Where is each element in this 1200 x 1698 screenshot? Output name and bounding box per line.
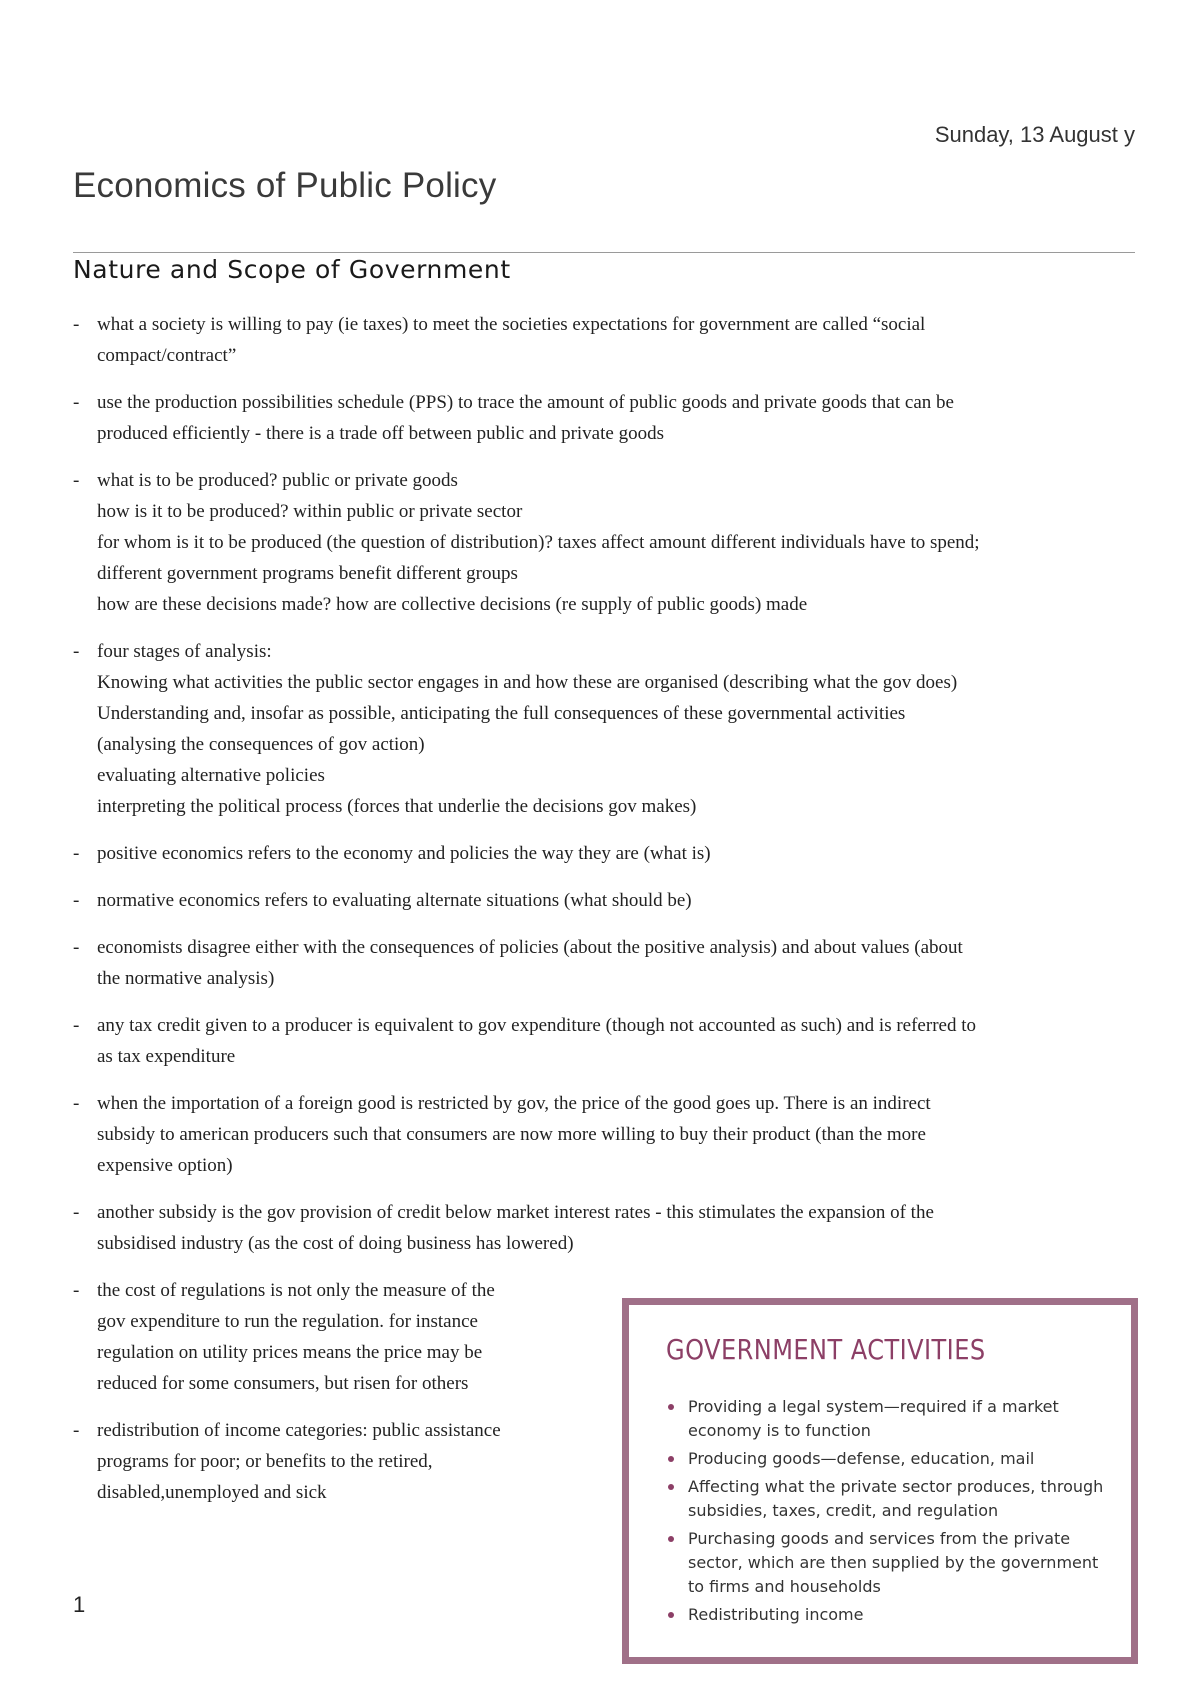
list-item — [73, 1275, 617, 1399]
bullet-dot-icon — [668, 1404, 674, 1410]
list-item — [73, 1010, 1145, 1072]
bullet-dot-icon — [668, 1484, 674, 1490]
list-item-line: another subsidy is the gov provision of credit below market interest rates - this stimulates the expansion of the — [97, 1202, 934, 1223]
list-item-line: what is to be produced? public or private goods — [97, 470, 458, 491]
list-item — [73, 309, 1145, 371]
list-item — [73, 465, 1145, 620]
bullet-dot-icon — [668, 1612, 674, 1618]
list-item — [73, 636, 1145, 822]
list-item-line: Knowing what activities the public sector engages in and how these are organised (describing what the gov does) — [97, 672, 958, 693]
list-item-line: redistribution of income categories: public assistance — [97, 1420, 501, 1441]
list-item-line: the normative analysis) — [97, 968, 275, 989]
figure-list-item — [666, 1447, 1106, 1471]
note-date: Sunday, 13 August y — [934, 122, 1135, 147]
list-item-line: gov expenditure to run the regulation. for instance — [97, 1311, 478, 1332]
list-item-line: positive economics refers to the economy and policies the way they are (what is) — [97, 843, 711, 864]
bullet-dash: - — [73, 1420, 80, 1441]
figure-list-item-text: Producing goods—defense, education, mail — [688, 1449, 1035, 1468]
list-item — [73, 885, 1145, 916]
figure-title: GOVERNMENT ACTIVITIES — [666, 1333, 986, 1366]
bullet-dash: - — [73, 641, 80, 662]
list-item-line: compact/contract” — [97, 345, 237, 366]
list-item-line: programs for poor; or benefits to the retired, — [97, 1451, 433, 1472]
bullet-dash: - — [73, 890, 80, 911]
bullet-dash: - — [73, 392, 80, 413]
page-number: 1 — [73, 1592, 86, 1617]
list-item-line: use the production possibilities schedule (PPS) to trace the amount of public goods and private goods that can be — [97, 392, 954, 413]
bullet-dash: - — [73, 1093, 80, 1114]
figure-list-item-text: Purchasing goods and services from the private sector, which are then supplied by the government to firms and households — [688, 1529, 1099, 1596]
list-item-line: regulation on utility prices means the price may be — [97, 1342, 483, 1363]
page-title: Economics of Public Policy — [73, 166, 497, 205]
list-item-line: normative economics refers to evaluating alternate situations (what should be) — [97, 890, 692, 911]
list-item-line: interpreting the political process (forces that underlie the decisions gov makes) — [97, 796, 697, 817]
bullet-dash: - — [73, 470, 80, 491]
list-item-line: evaluating alternative policies — [97, 765, 325, 786]
title-divider — [73, 252, 1135, 253]
list-item-line: how is it to be produced? within public or private sector — [97, 501, 523, 522]
list-item — [73, 838, 1145, 869]
list-item-line: (analysing the consequences of gov action) — [97, 734, 425, 755]
government-activities-figure — [622, 1298, 1138, 1664]
list-item-line: disabled,unemployed and sick — [97, 1482, 327, 1503]
list-item — [73, 932, 1145, 994]
list-item — [73, 1197, 1145, 1259]
list-item-line: any tax credit given to a producer is equivalent to gov expenditure (though not accounted as such) and is referred to — [97, 1015, 976, 1036]
bullet-dot-icon — [668, 1456, 674, 1462]
list-item — [73, 1088, 1145, 1181]
figure-list-item — [666, 1475, 1106, 1523]
figure-list-item-text: Affecting what the private sector produces, through subsidies, taxes, credit, and regulation — [688, 1477, 1104, 1520]
list-item-line: for whom is it to be produced (the question of distribution)? taxes affect amount different individuals have to spend; — [97, 532, 980, 553]
list-item-line: different government programs benefit different groups — [97, 563, 518, 584]
list-item-line: subsidised industry (as the cost of doing business has lowered) — [97, 1233, 574, 1254]
figure-list-item-text: Redistributing income — [688, 1605, 864, 1624]
list-item — [73, 387, 1145, 449]
bullet-dash: - — [73, 937, 80, 958]
bullet-dash: - — [73, 1202, 80, 1223]
bullet-dash: - — [73, 1280, 80, 1301]
section-heading: Nature and Scope of Government — [73, 255, 511, 284]
list-item-line: reduced for some consumers, but risen for others — [97, 1373, 469, 1394]
list-item-line: economists disagree either with the consequences of policies (about the positive analysis) and about values (about — [97, 937, 963, 958]
list-item-line: as tax expenditure — [97, 1046, 236, 1067]
list-item — [73, 1415, 617, 1508]
figure-bullet-list — [666, 1395, 1106, 1631]
bullet-dash: - — [73, 314, 80, 335]
bullet-dash: - — [73, 1015, 80, 1036]
figure-list-item — [666, 1395, 1106, 1443]
figure-list-item-text: Providing a legal system—required if a market economy is to function — [688, 1397, 1059, 1440]
list-item-line: the cost of regulations is not only the measure of the — [97, 1280, 495, 1301]
list-item-line: four stages of analysis: — [97, 641, 272, 662]
list-item-line: how are these decisions made? how are collective decisions (re supply of public goods) made — [97, 594, 808, 615]
figure-list-item — [666, 1527, 1106, 1599]
bullet-dot-icon — [668, 1536, 674, 1542]
list-item-line: what a society is willing to pay (ie taxes) to meet the societies expectations for government are called “social — [97, 314, 926, 335]
list-item-line: when the importation of a foreign good is restricted by gov, the price of the good goes up. There is an indirect — [97, 1093, 931, 1114]
list-item-line: subsidy to american producers such that consumers are now more willing to buy their product (than the more — [97, 1124, 926, 1145]
figure-list-item — [666, 1603, 1106, 1627]
list-item-line: produced efficiently - there is a trade off between public and private goods — [97, 423, 664, 444]
list-item-line: expensive option) — [97, 1155, 233, 1176]
bullet-dash: - — [73, 843, 80, 864]
list-item-line: Understanding and, insofar as possible, anticipating the full consequences of these governmental activities — [97, 703, 906, 724]
